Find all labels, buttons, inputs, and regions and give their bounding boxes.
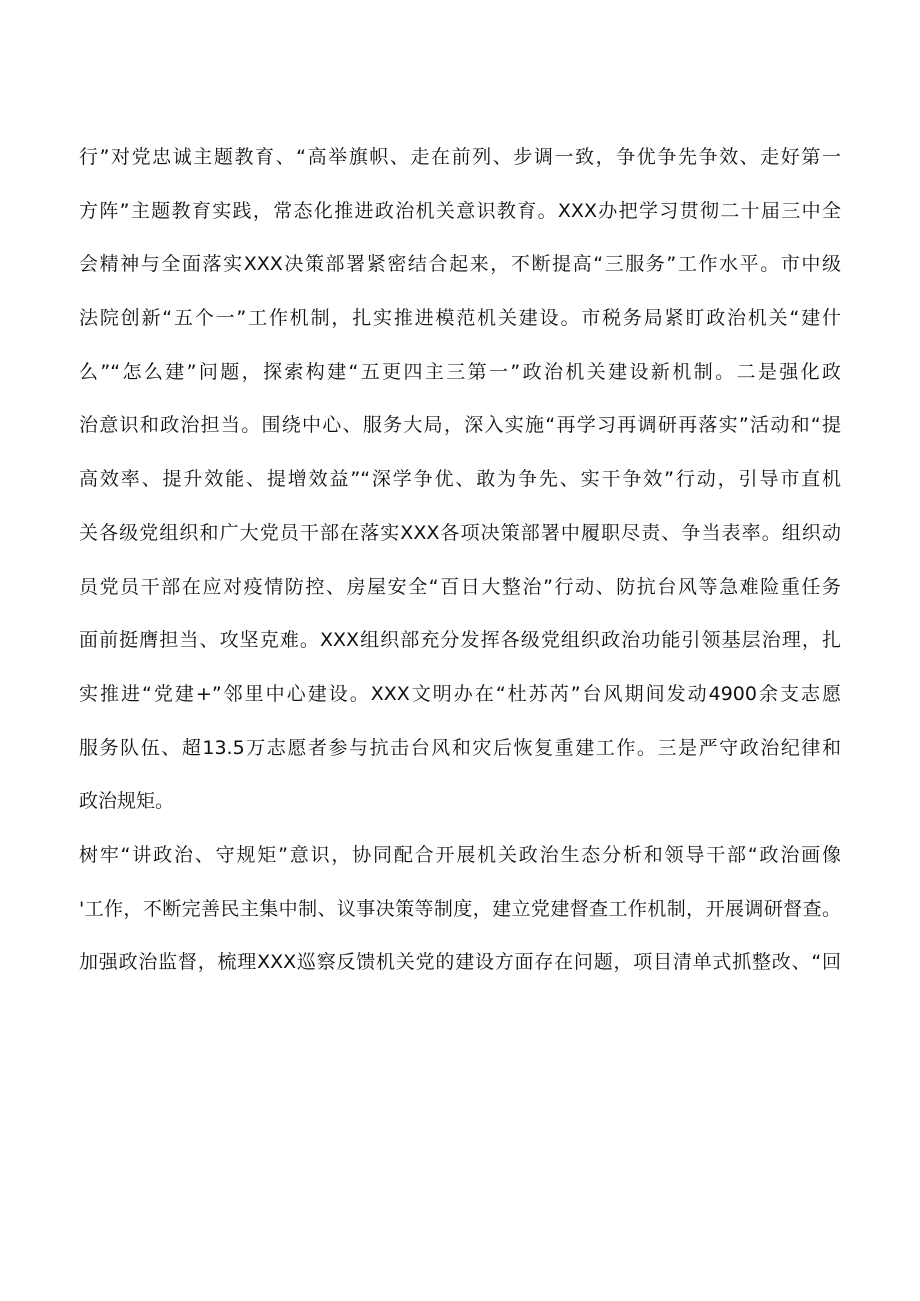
- text-line: 树牢“讲政治、守规矩”意识，协同配合开展机关政治生态分析和领导干部“政治画像: [79, 843, 841, 866]
- text-line: 实推进“党建+”邻里中心建设。XXX文明办在“杜苏芮”台风期间发动4900余支志愿: [79, 682, 841, 705]
- text-line: 么”“怎么建”问题，探索构建“五更四主三第一”政治机关建设新机制。二是强化政: [79, 360, 841, 383]
- text-line: 方阵”主题教育实践，常态化推进政治机关意识教育。XXX办把学习贯彻二十届三中全: [79, 199, 841, 222]
- text-line: 关各级党组织和广大党员干部在落实XXX各项决策部署中履职尽责、争当表率。组织动: [79, 521, 841, 544]
- text-line: 治意识和政治担当。围绕中心、服务大局，深入实施“再学习再调研再落实”活动和“提: [79, 414, 841, 437]
- text-line: 政治规矩。: [79, 790, 175, 813]
- document-body: [79, 131, 841, 990]
- text-line: 法院创新“五个一”工作机制，扎实推进模范机关建设。市税务局紧盯政治机关“建什: [79, 307, 841, 330]
- text-line: 员党员干部在应对疫情防控、房屋安全“百日大整治”行动、防抗台风等急难险重任务: [79, 575, 841, 598]
- text-line: 会精神与全面落实XXX决策部署紧密结合起来，不断提高“三服务”工作水平。市中级: [79, 253, 841, 276]
- text-line: 面前挺膺担当、攻坚克难。XXX组织部充分发挥各级党组织政治功能引领基层治理，扎: [79, 629, 841, 652]
- text-line: 行”对党忠诚主题教育、“高举旗帜、走在前列、步调一致，争优争先争效、走好第一: [79, 146, 841, 168]
- text-line: 服务队伍、超13.5万志愿者参与抗击台风和灾后恢复重建工作。三是严守政治纪律和: [79, 736, 841, 759]
- text-line: '工作，不断完善民主集中制、议事决策等制度，建立党建督查工作机制，开展调研督查。: [79, 897, 841, 920]
- text-line: 高效率、提升效能、提增效益”“深学争优、敢为争先、实干争效”行动，引导市直机: [79, 468, 841, 491]
- text-line: 加强政治监督，梳理XXX巡察反馈机关党的建设方面存在问题，项目清单式抓整改、“回: [79, 951, 841, 974]
